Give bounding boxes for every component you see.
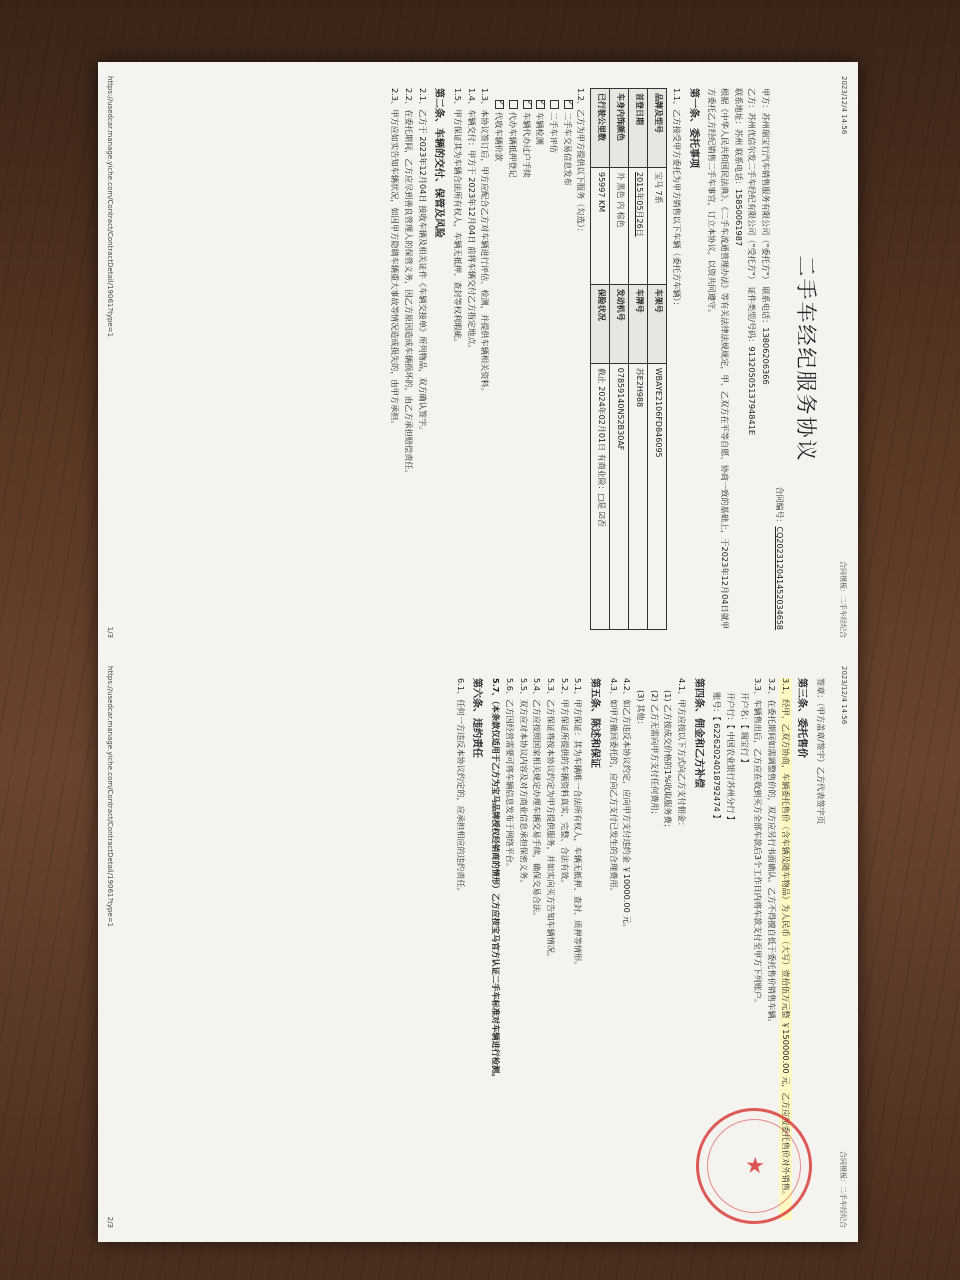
contract-number (773, 88, 785, 630)
insurance-label: 保险状况 (591, 284, 610, 363)
clause-5-7: 5.7、（本条款仅适用于乙方为宝马品牌授权经销商的情形）乙方应按宝马官方认证二手车标准对车辆进行检测。 (491, 678, 502, 1082)
section-2-heading: 第二条、车辆的交付、保管及风险 (433, 88, 445, 238)
contract-number-value: CQ202312041452034658 (775, 526, 785, 630)
section-3-heading: 第三条、委托售价 (796, 678, 808, 758)
service-item (506, 100, 519, 630)
party-b: 乙方：苏州优信尔发二手车经纪有限公司（"受托方"） 证件类型/号码：9132050513794841E (747, 88, 758, 436)
clause-5-4: 5.4、乙方应按照国家相关规定办理车辆交易手续，确保交易合法。 (532, 678, 543, 921)
seal-inner-ring (696, 1108, 811, 1223)
clause-4-1-a: (1) 乙方按成交价格的1%收取服务费； (663, 690, 674, 832)
clause-3-2: 3.2、在委托期间如需调整售价的，双方应另行书面确认。乙方不得擅自低于委托售价销售车辆。 (767, 678, 778, 1027)
clause-4-3: 4.3、如甲方撤回委托的，应向乙方支付已发生的合理费用。 (608, 678, 619, 896)
service-label: 车辆检测 (535, 112, 546, 145)
clause-4-1: 4.1、甲方应按以下方式向乙方支付佣金： (677, 678, 688, 831)
clause-2-2: 2.2、在委托期间，乙方应尽到善良管理人的保管义务，因乙方原因造成车辆损坏的，由乙方承担赔偿责任。 (404, 88, 415, 478)
clause-5-1: 5.1、甲方保证：其为车辆唯一合法所有权人，车辆无抵押、查封、质押等情形。 (573, 678, 584, 970)
service-item (561, 100, 574, 630)
contract-page-2 (98, 652, 858, 1242)
service-checkbox (536, 100, 545, 109)
contract-basis: 根据《中华人民共和国民法典》、《二手车流通管理办法》等有关法律法规规定，甲、乙双方在平等自愿、协商一致的基础上，于2023年12月04日就甲方委托乙方经纪销售二手车事宜，订立本协议，以资共同遵守。 (707, 88, 730, 630)
clause-1-1: 1.1、乙方接受甲方委托为甲方销售以下车辆（委托方车辆）： (672, 88, 683, 310)
footer-page-number: 2/3 (106, 1216, 114, 1228)
mileage-cell (591, 168, 610, 285)
clause-4-2: 4.2、如乙方违反本协议约定，应向甲方支付违约金 ￥10000.00 元。 (622, 678, 633, 932)
header-date: 2023/12/4 14:56 (840, 666, 848, 725)
page-1-body (122, 88, 828, 630)
insurance-value: 截止 2024年02月01日 有商业险：□是 ☑否 (591, 363, 610, 629)
contract-paper-sheet (98, 62, 858, 1242)
contract-page-1 (98, 62, 858, 652)
service-item (492, 100, 505, 630)
reg-date-value: 2015年05月26日 (629, 168, 648, 285)
clause-2-1: 2.1、乙方于 2023年12月04日 接收车辆及相关证件《车辆交接单》所列物品，双方确认签字。 (417, 88, 428, 435)
engine-label: 发动机号 (610, 284, 629, 363)
section-4-heading: 第四条、佣金和乙方补偿 (692, 678, 704, 788)
mileage-unit: KM (596, 200, 606, 213)
account-number: 账号：【 62262024018792474 】 (712, 692, 723, 823)
clause-5-2: 5.2、甲方保证所提供的车辆资料真实、完整、合法有效。 (559, 678, 570, 888)
color-value: 外 黑色 内 棕色 (610, 168, 629, 285)
page-header (838, 666, 848, 1228)
bank-name: 开户行：【 中国农业银行苏州分行 】 (725, 692, 736, 825)
account-name: 开户名：【 瑞宝行 】 (739, 692, 750, 767)
clause-3-3: 3.3、车辆售出后，乙方应在收到买方全部车款后3个工作日内将车款支付至甲方下列账户。 (753, 678, 764, 1008)
page-footer (106, 76, 114, 638)
vin-label: 车架号 (648, 284, 667, 363)
clause-2-3: 2.3、甲方应如实告知车辆状况，如因甲方隐瞒车辆重大事故等情况造成损失的，由甲方承担。 (390, 88, 401, 429)
clause-3-1: 3.1、经甲、乙双方协商，车辆委托售价（含车辆及随车物品）为人民币（大写）壹拾伍万元整 ￥150000.00 元，乙方应按委托售价对外销售。 (779, 678, 792, 1220)
footer-page-number: 1/3 (106, 626, 114, 638)
service-checkbox (523, 100, 532, 109)
page-footer (106, 666, 114, 1228)
clause-1-4: 1.4、车辆交付：甲方于 2023年12月04日 前将车辆交付乙方指定地点。 (466, 88, 477, 353)
clause-4-1-c: (3) 其他： (635, 690, 646, 729)
signature-note: 签章：（甲方盖章/签字）乙方代表签字页 (816, 678, 826, 825)
clause-4-1-b: (2) 乙方无需向甲方支付任何费用； (649, 690, 660, 819)
service-label: 代收车辆价款 (494, 112, 505, 162)
service-checkbox (495, 100, 504, 109)
party-address: 联系地址：苏州 联系电话：15850061987 (733, 88, 744, 247)
service-label: 二手车评估 (548, 112, 559, 153)
header-date: 2023/12/4 14:56 (840, 76, 848, 135)
plate-value: 苏E2H988 (629, 363, 648, 629)
service-item (520, 100, 533, 630)
plate-label: 车牌号 (629, 284, 648, 363)
party-a: 甲方：苏州瑞宝行汽车销售服务有限公司（"委托方"） 联系电话：13806206366 (761, 88, 772, 385)
section-6-heading: 第六条、违约责任 (471, 678, 483, 758)
clause-5-5: 5.5、双方应对本协议内容及对方商业信息承担保密义务。 (518, 678, 529, 888)
mileage-value: 95997 (596, 172, 606, 198)
header-title: 合同模板：二手车经纪合 (839, 1151, 847, 1228)
clause-1-3: 1.3、本协议签订后，甲方应配合乙方对车辆进行评估、检测，并提供车辆相关资料。 (480, 88, 491, 396)
service-label: 车辆代办过户手续 (521, 112, 532, 178)
service-checkbox (509, 100, 518, 109)
clause-1-2: 1.2、乙方为甲方提供以下服务（勾选）： (576, 88, 587, 237)
services-list (492, 88, 573, 630)
service-checkbox (564, 100, 573, 109)
clause-5-6: 5.6、乙方因经营需要可将车辆信息发布于网络平台。 (504, 678, 515, 872)
header-title: 合同模板：二手车经纪合 (839, 561, 847, 638)
service-label: 二手车交易信息发布 (562, 112, 573, 186)
section-5-heading: 第五条、陈述和保证 (588, 678, 600, 768)
service-item (534, 100, 547, 630)
document-title: 二手车经纪服务协议 (794, 255, 818, 463)
engine-value: 07859140N52B30AF (610, 363, 629, 629)
service-checkbox (550, 100, 559, 109)
brand-value: 宝马 7系 (648, 168, 667, 285)
footer-url: https://usedcar.manage.yiche.com/Contract/ContractDetail/19061?type=1 (106, 76, 114, 338)
contract-number-label: 合同编号： (775, 486, 785, 527)
clause-6-1: 6.1、任何一方违反本协议约定的，应承担相应的违约责任。 (455, 678, 466, 896)
footer-url: https://usedcar.manage.yiche.com/Contract/ContractDetail/19061?type=1 (106, 666, 114, 928)
seal-star-icon: ★ (739, 1153, 770, 1179)
brand-label: 品牌及型号 (648, 89, 667, 168)
color-label: 车身内饰颜色 (610, 89, 629, 168)
vehicle-info-table (590, 88, 667, 630)
vin-value: WBAYE2106FD846095 (648, 363, 667, 629)
service-item (547, 100, 560, 630)
mileage-label: 已行驶公里数 (591, 89, 610, 168)
section-1-heading: 第一条、委托事项 (687, 88, 699, 168)
reg-date-label: 首登日期 (629, 89, 648, 168)
clause-1-5: 1.5、甲方保证其为车辆合法所有权人，车辆无抵押、查封等权利瑕疵。 (453, 88, 464, 347)
page-header (838, 76, 848, 638)
service-label: 代办车辆抵押登记 (507, 112, 518, 178)
clause-5-3: 5.3、乙方保证将按本协议约定为甲方提供服务，并如实向买方告知车辆情况。 (545, 678, 556, 962)
